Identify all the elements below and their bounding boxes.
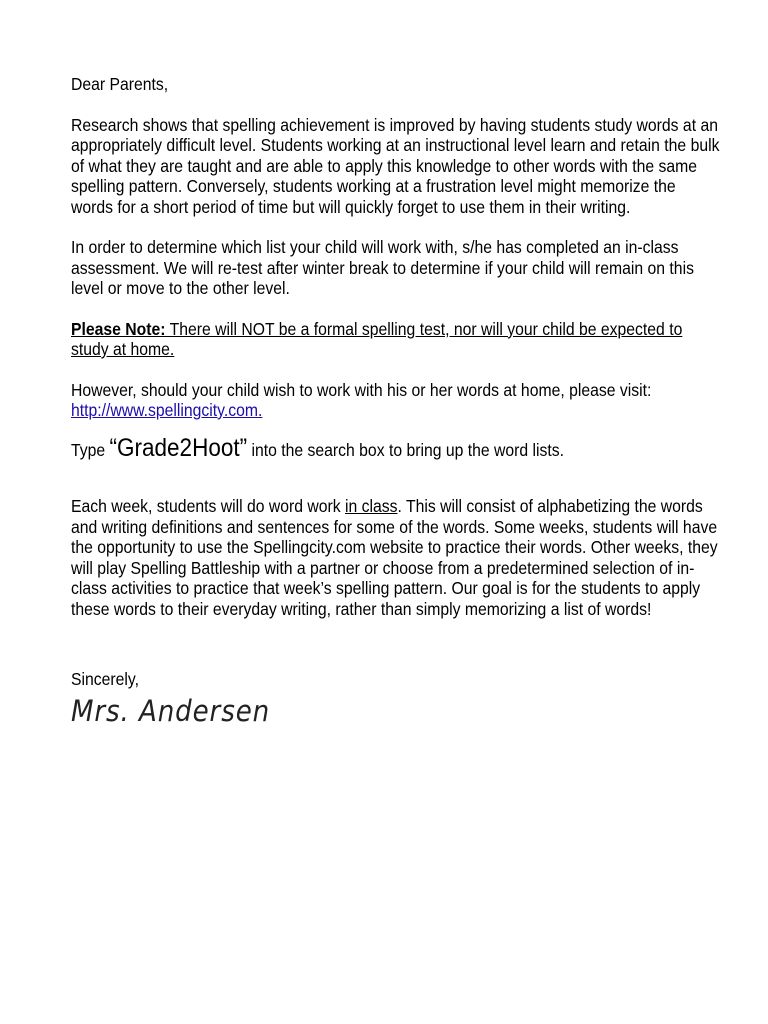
- type-instruction: [71, 433, 721, 462]
- please-note: [71, 319, 721, 360]
- search-code: “Grade2Hoot”: [109, 433, 248, 462]
- type-suffix: into the search box to bring up the word lists.: [247, 439, 565, 460]
- spellingcity-link[interactable]: http://www.spellingcity.com.: [71, 400, 263, 420]
- in-class-underlined: in class: [345, 496, 398, 516]
- closing: Sincerely,: [71, 669, 139, 689]
- paragraph-weekly-work: [71, 496, 721, 619]
- paragraph-assessment: In order to determine which list your child will work with, s/he has completed an in-class assessment. We will re-test after winter break to determine if your child will remain on this level or move to the other level.: [71, 237, 694, 298]
- weekly-rest: . This will consist of alphabetizing the words and writing definitions and sentences for some of the words. Some weeks, students will have the opportunity to use the Spellingcity.com website to practice their words. Other weeks, they will play Spelling Battleship with a partner or choose from a predetermined selection of in-class activities to practice that week’s spelling pattern. Our goal is for the students to apply these words to their everyday writing, rather than simply memorizing a list of words!: [71, 496, 718, 619]
- website-paragraph: [71, 380, 721, 421]
- paragraph-research: Research shows that spelling achievement is improved by having students study words at an appropriately difficult level. Students working at an instructional level learn and retain the bulk of what they are taught and are able to apply this knowledge to other words with the same spelling pattern. Conversely, students working at a frustration level might memorize the words for a short period of time but will quickly forget to use them in their writing.: [71, 114, 720, 217]
- signature: Mrs. Andersen: [71, 693, 271, 728]
- note-text: There will NOT be a formal spelling test, nor will your child be expected to study at home.: [71, 318, 683, 359]
- greeting: Dear Parents,: [71, 74, 169, 94]
- weekly-start: Each week, students will do word work: [71, 496, 346, 516]
- type-prefix: Type: [71, 439, 110, 460]
- website-text: However, should your child wish to work with his or her words at home, please visit:: [71, 379, 652, 400]
- note-label: Please Note:: [71, 318, 166, 339]
- letter-page: [71, 74, 721, 728]
